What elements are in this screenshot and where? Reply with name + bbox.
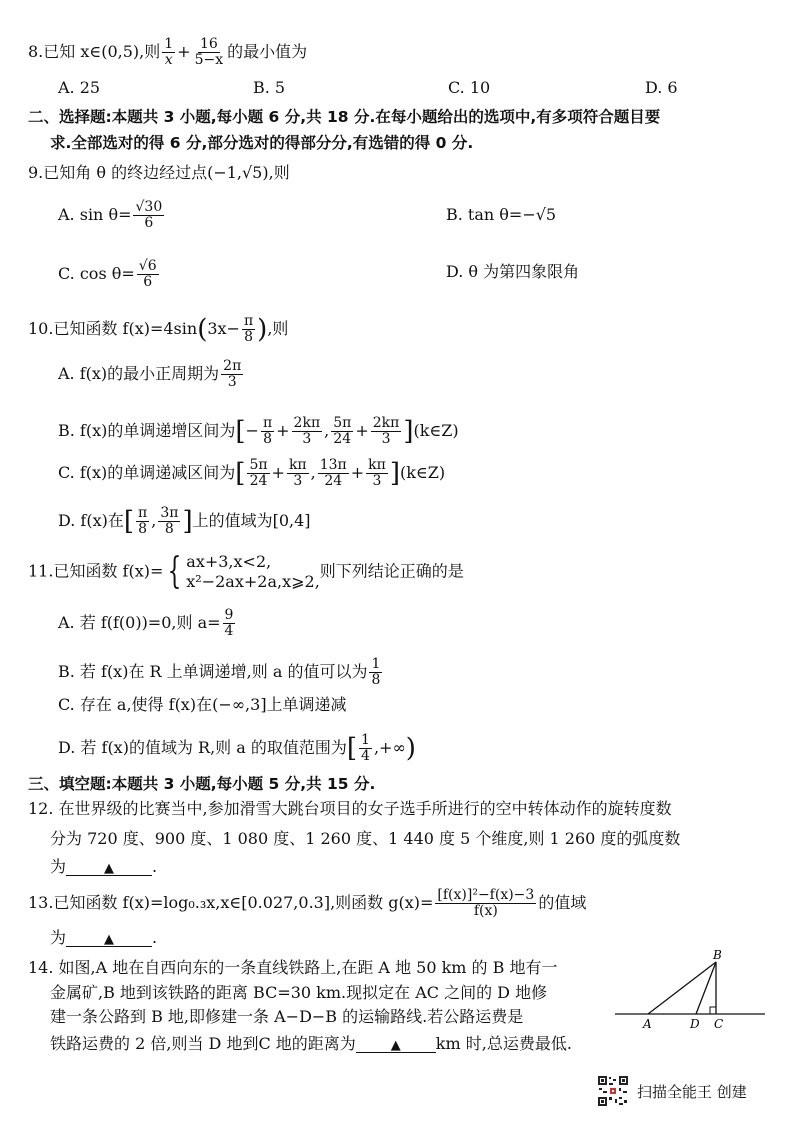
q9-option-a: A. sin θ= $\frac{√30}{6}$ [58, 199, 163, 231]
q13-line2: 为 ▲ . [50, 928, 158, 947]
q11-option-b: B. 若 f(x)在 R 上单调递增,则 a 的值可以为 $\frac{1}{8}$ [58, 656, 381, 688]
label-c: C [714, 1017, 724, 1031]
q9-option-c: C. cos θ= $\frac{√6}{6}$ [58, 258, 157, 290]
label-b: B [713, 948, 722, 962]
q11-option-c: C. 存在 a,使得 f(x)在(−∞,3]上单调递减 [58, 695, 347, 714]
q12-answer-blank[interactable] [66, 857, 152, 876]
blank-marker-icon: ▲ [390, 1038, 401, 1053]
q14-line2: 金属矿,B 地到该铁路的距离 BC=30 km.现拟定在 AC 之间的 D 地修 [50, 983, 548, 1002]
q8-option-a: A. 25 [58, 78, 101, 97]
q10-stem: 10.已知函数 f(x)=4sin(3x− $\frac{\pi}{8}$ ),则 [28, 313, 289, 345]
q14-answer-blank[interactable] [356, 1034, 436, 1053]
qr-code-icon [597, 1075, 629, 1107]
q10-option-b: B. f(x)的单调递增区间为[− $\frac{\pi}{8}$ + $\frac{2k\pi}{3}$ , $\frac{5\pi}{24}$ + $\frac{2k\pi}{3}$ ](k∈Z) [58, 415, 459, 447]
q14-figure [610, 948, 770, 1033]
q10-option-d: D. f(x)在[ $\frac{\pi}{8}$ , $\frac{3\pi}{8}$ ]上的值域为[0,4] [58, 505, 311, 537]
q12-line1: 12. 在世界级的比赛当中,参加滑雪大跳台项目的女子选手所进行的空中转体动作的旋转度数 [28, 799, 672, 818]
q14-line4: 铁路运费的 2 倍,则当 D 地到C 地的距离为 ▲ km 时,总运费最低. [50, 1034, 572, 1053]
q9-option-d: D. θ 为第四象限角 [446, 262, 580, 281]
blank-marker-icon: ▲ [104, 861, 115, 876]
section2-heading-line1: 二、选择题:本题共 3 小题,每小题 6 分,共 18 分.在每小题给出的选项中,有多项符合题目要 [28, 108, 661, 126]
right-angle-mark [710, 1007, 716, 1014]
blank-marker-icon: ▲ [104, 932, 115, 947]
q14-line1: 14. 如图,A 地在自西向东的一条直线铁路上,在距 A 地 50 km 的 B 地有一 [28, 958, 558, 977]
q9-option-b: B. tan θ=−√5 [446, 205, 557, 224]
q10-option-c: C. f(x)的单调递减区间为[ $\frac{5\pi}{24}$ + $\frac{k\pi}{3}$ , $\frac{13\pi}{24}$ + $\frac{k\pi}{3}$ ](k∈Z) [58, 457, 446, 489]
q14-line3: 建一条公路到 B 地,即修建一条 A−D−B 的运输路线.若公路运费是 [50, 1007, 524, 1026]
q8-option-b: B. 5 [253, 78, 286, 97]
q12-line3: 为 ▲ . [50, 857, 158, 876]
q11-stem: 11.已知函数 f(x)= { ax+3,x<2, x²−2ax+2a,x⩾2, 则下列结论正确的是 [28, 551, 464, 592]
label-d: D [690, 1017, 700, 1031]
q11-option-a: A. 若 f(f(0))=0,则 a= $\frac{9}{4}$ [58, 607, 234, 639]
section3-heading: 三、填空题:本题共 3 小题,每小题 5 分,共 15 分. [28, 775, 376, 793]
scanner-watermark [597, 1075, 747, 1107]
section2-heading-line2: 求.全部选对的得 6 分,部分选对的得部分分,有选错的得 0 分. [50, 134, 474, 152]
q13-answer-blank[interactable] [66, 928, 152, 947]
label-a: A [643, 1017, 652, 1031]
q8-option-d: D. 6 [645, 78, 678, 97]
q9-stem: 9.已知角 θ 的终边经过点(−1,√5),则 [28, 163, 290, 182]
q10-option-a: A. f(x)的最小正周期为 $\frac{2\pi}{3}$ [58, 358, 242, 390]
q12-line2: 分为 720 度、900 度、1 080 度、1 260 度、1 440 度 5 个维度,则 1 260 度的弧度数 [50, 829, 681, 848]
watermark-text: 扫描全能王 创建 [637, 1082, 747, 1101]
q11-option-d: D. 若 f(x)的值域为 R,则 a 的取值范围为[ $\frac{1}{4}$ ,+∞) [58, 732, 416, 764]
q8-stem: 8.已知 x∈(0,5),则 $\frac{1}{x}$ + $\frac{16}{5-x}$ 的最小值为 [28, 36, 308, 68]
q13-line1: 13.已知函数 f(x)=log₀.₃x,x∈[0.027,0.3],则函数 g(x)= $\frac{\text{[f(x)]²−f(x)−3}}{f(x)}$ 的值域 [28, 887, 587, 919]
q8-option-c: C. 10 [448, 78, 491, 97]
